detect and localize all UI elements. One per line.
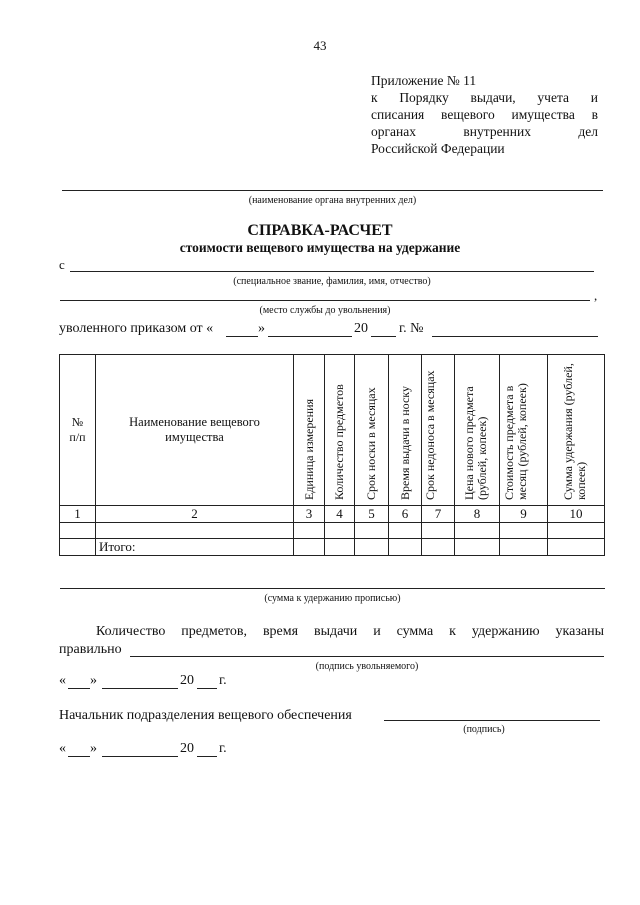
page-number: 43	[313, 38, 327, 53]
form-title: СПРАВКА-РАСЧЕТ	[247, 222, 393, 239]
header-underwear-period: Срок недоноса в месяцах	[422, 355, 455, 506]
date2-month-line[interactable]	[102, 756, 178, 757]
service-caption: (место службы до увольнения)	[259, 305, 391, 316]
chief-label: Начальник подразделения вещевого обеспечения	[59, 708, 352, 723]
date1-month-line[interactable]	[102, 688, 178, 689]
date1-day-line[interactable]	[68, 688, 90, 689]
date2-suffix: г.	[219, 741, 227, 756]
chief-signature-line[interactable]	[384, 720, 600, 721]
header-wear-period: Срок носки в месяцах	[355, 355, 389, 506]
order-year-prefix: 20	[354, 321, 368, 336]
sum-words-line[interactable]	[60, 588, 605, 589]
date2-open: «	[59, 741, 66, 756]
confirm-line1: Количество предметов, время выдачи и сумма к удержанию указаны	[96, 624, 604, 639]
order-month-line[interactable]	[268, 336, 352, 337]
date2-day-line[interactable]	[68, 756, 90, 757]
service-line[interactable]	[60, 300, 590, 301]
org-line[interactable]	[62, 190, 603, 191]
order-year-line[interactable]	[371, 336, 396, 337]
col-number: 1	[60, 506, 96, 523]
total-label: Итого:	[96, 539, 294, 556]
order-close-quote: »	[258, 321, 265, 336]
from-prefix: с	[59, 257, 65, 272]
rank-line[interactable]	[70, 271, 594, 272]
rank-caption: (специальное звание, фамилия, имя, отчество)	[233, 276, 431, 287]
form-subtitle: стоимости вещевого имущества на удержание	[179, 240, 461, 255]
order-prefix: уволенного приказом от «	[59, 321, 214, 336]
header-new-price: Цена нового предмета (рублей, копеек)	[455, 355, 500, 506]
header-monthly-cost: Стоимость предмета в месяц (рублей, копеек)	[500, 355, 548, 506]
comma: ,	[594, 288, 598, 303]
date1-close: »	[90, 673, 97, 688]
header-deduction-sum: Сумма удержания (рублей, копеек)	[548, 355, 605, 506]
org-caption: (наименование органа внутренних дел)	[248, 195, 417, 206]
order-number-line[interactable]	[432, 336, 598, 337]
appendix-line: списания вещевого имущества в	[371, 107, 598, 122]
header-quantity: Количество предметов	[325, 355, 355, 506]
date1-suffix: г.	[219, 673, 227, 688]
appendix-line: к Порядку выдачи, учета и	[371, 90, 598, 105]
chief-signature-caption: (подпись)	[463, 724, 505, 735]
header-unit: Единица измерения	[294, 355, 325, 506]
table-total-row[interactable]	[60, 539, 605, 556]
col-number: 9	[500, 506, 548, 523]
col-number: 2	[96, 506, 294, 523]
items-table	[59, 354, 605, 556]
date2-year-line[interactable]	[197, 756, 217, 757]
appendix-line: органах внутренних дел	[371, 124, 598, 139]
header-number: № п/п	[60, 355, 96, 506]
confirm-line2: правильно	[59, 642, 122, 657]
col-number: 7	[422, 506, 455, 523]
header-issue-time: Время выдачи в носку	[389, 355, 422, 506]
date1-year-line[interactable]	[197, 688, 217, 689]
order-day-line[interactable]	[226, 336, 258, 337]
col-number: 4	[325, 506, 355, 523]
date2-close: »	[90, 741, 97, 756]
header-item-name: Наименование вещевого имущества	[96, 355, 294, 506]
appendix-line: Приложение № 11	[371, 73, 477, 88]
date1-year: 20	[180, 673, 194, 688]
date1-open: «	[59, 673, 66, 688]
table-number-row	[60, 506, 605, 523]
col-number: 6	[389, 506, 422, 523]
table-header-row	[60, 355, 605, 506]
col-number: 8	[455, 506, 500, 523]
sum-caption: (сумма к удержанию прописью)	[264, 593, 401, 604]
signature-dismissed-caption: (подпись увольняемого)	[315, 661, 419, 672]
appendix-block	[371, 72, 598, 157]
col-number: 5	[355, 506, 389, 523]
appendix-line: Российской Федерации	[371, 141, 505, 156]
order-year-suffix: г. №	[399, 321, 424, 336]
col-number: 3	[294, 506, 325, 523]
table-row[interactable]	[60, 523, 605, 539]
signature-dismissed-line[interactable]	[130, 656, 604, 657]
col-number: 10	[548, 506, 605, 523]
date2-year: 20	[180, 741, 194, 756]
